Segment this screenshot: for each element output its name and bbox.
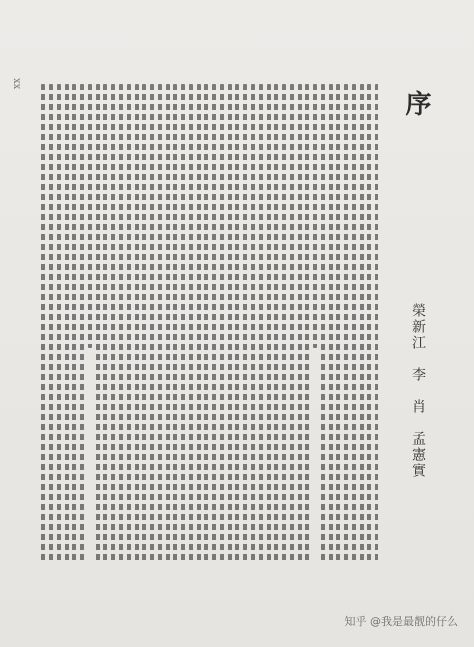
text-column: [124, 84, 130, 564]
text-column: [349, 84, 355, 564]
margin-mark: xx: [11, 78, 22, 90]
text-column: [93, 84, 99, 564]
text-column: [302, 84, 308, 564]
text-column: [116, 84, 122, 564]
text-column: [178, 84, 184, 564]
text-column: [139, 84, 145, 564]
text-column: [163, 84, 169, 564]
body-text-block: [38, 84, 378, 564]
text-column: [170, 84, 176, 564]
text-column: [364, 84, 370, 564]
text-column: [77, 84, 83, 564]
text-column: [62, 84, 68, 564]
text-column: [279, 84, 285, 564]
text-column: [132, 84, 138, 564]
authors-line: 榮新江 李 肖 孟憲實: [410, 303, 426, 479]
text-column: [357, 84, 363, 564]
text-column: [256, 84, 262, 564]
text-column: [186, 84, 192, 564]
text-column: [372, 84, 378, 564]
text-column: [38, 84, 44, 564]
section-title: 序: [401, 90, 431, 116]
text-column: [155, 84, 161, 564]
text-column: [295, 84, 301, 564]
text-column: [271, 84, 277, 564]
text-column: [341, 84, 347, 564]
text-column: [85, 84, 91, 564]
text-column: [147, 84, 153, 564]
text-column: [225, 84, 231, 564]
text-column: [108, 84, 114, 564]
text-column: [240, 84, 246, 564]
text-column: [248, 84, 254, 564]
text-column: [54, 84, 60, 564]
text-column: [100, 84, 106, 564]
text-column: [310, 84, 316, 564]
text-column: [217, 84, 223, 564]
text-column: [264, 84, 270, 564]
text-column: [46, 84, 52, 564]
text-column: [318, 84, 324, 564]
text-column: [326, 84, 332, 564]
text-column: [69, 84, 75, 564]
text-column: [232, 84, 238, 564]
watermark: 知乎 @我是最靓的仔么: [344, 615, 458, 628]
text-column: [209, 84, 215, 564]
text-column: [201, 84, 207, 564]
text-column: [287, 84, 293, 564]
text-column: [194, 84, 200, 564]
text-column: [333, 84, 339, 564]
